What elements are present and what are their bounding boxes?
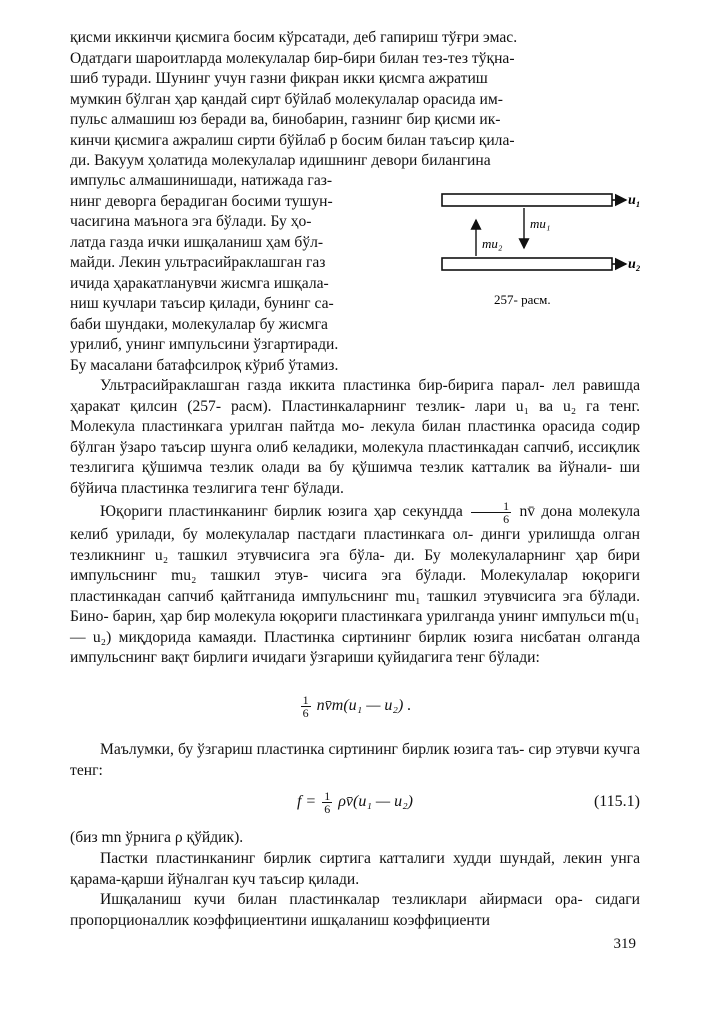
body-paragraph: Ультрасийраклашган газда иккита пластинка бир-бирига парал- лел равишда ҳаракат қилсин (257- расм). Пластинкаларнинг тезлик- лари u₁ ва u₂ га тенг. Молекула пластинкага урилган пайтда мо- лекула билан пластинка орасида содир бўлган ўзаро таъсир шунга олиб келадики, молекула пластинкадан сапчиб, иссиқлик тезлигига қўшимча тезлик олади ва бу қўшимча тезлик катталик ва йўнали- ши бўйича пластинка тезлигига тенг бўлади. — [70, 377, 640, 497]
text-span: молекула келиб урилади, бу молекулалар пастдаги пластинкага ол- динги урилишда олган тезликнинг u₂ ташкил этувчисига эга бўла- ди. Бу молекулаларнинг ҳар бири импульснинг mu₂ ташкил этув- чисига эга бўлади. Молекулалар юқориги пластинкадан сапчиб қайтганида импульснинг mu₁ ташкил этувчисига эга бўлади. Бино- барин, ҳар бир молекула юқориги пластинкага урилганда унинг импульси m(u₁ — u₂) миқдорида камаяди. Пластинка сиртининг бирлик юзига нисбатан олганда импульснинг вақт бирлиги ичидаги ўзгариши қуйидагига тенг бўлади: — [70, 503, 640, 666]
text-line: майди. Лекин ультрасийраклашган газ — [70, 254, 326, 271]
text-line: латда газда ички ишқаланиш ҳам бўл- — [70, 233, 324, 251]
text-line: мумкин бўлган ҳар қандай сирт бўйлаб молекулалар орасида им- — [70, 90, 503, 108]
u1-label: u₁ — [628, 193, 641, 208]
paragraph-3 — [70, 500, 640, 669]
plates-diagram — [428, 186, 643, 316]
fraction-numerator: 1 — [471, 500, 511, 513]
text-line: Бу масалани батафсилроқ кўриб ўтамиз. — [70, 356, 339, 374]
page-number: 319 — [613, 936, 636, 952]
text-line: қисми иккинчи қисмига босим кўрсатади, деб гапириш тўғри эмас. — [70, 29, 518, 46]
text-span: nv̄ дона — [519, 503, 573, 521]
mu1-label: mu₁ — [530, 216, 551, 231]
paragraph-4 — [70, 740, 640, 781]
fraction-denominator: 6 — [503, 512, 510, 526]
formula-body: ρv̄(u₁ — u₂) — [338, 793, 414, 811]
figure-257 — [428, 186, 643, 316]
text-line: баби шундаки, молекулалар бу жисмга — [70, 315, 328, 333]
text-line: ди. Вакуум ҳолатида молекулалар идишнинг девори билангина — [70, 152, 491, 169]
body-paragraph: Маълумки, бу ўзгариш пластинка сиртининг бирлик юзига таъ- сир этувчи кучга тенг: — [70, 741, 640, 779]
text-line: импульс алмашинишади, натижада газ- — [70, 172, 333, 189]
text-line: ниш кучлари таъсир қилади, бунинг са- — [70, 295, 334, 312]
text-line: нинг деворга берадиган босими тушун- — [70, 192, 333, 210]
figure-caption: 257- расм. — [494, 292, 551, 307]
u2-label: u₂ — [628, 257, 641, 272]
formula-body: nv̄m(u₁ — u₂) . — [316, 697, 412, 715]
text-line: часигина маънога эга бўлади. Бу ҳо- — [70, 213, 312, 230]
text-span: Юқориги пластинканинг бирлик юзига ҳар секундда — [100, 503, 463, 521]
body-paragraph: (биз mn ўрнига ρ қўйдик). — [70, 829, 244, 846]
lower-plate — [442, 258, 612, 270]
fraction-numerator: 1 — [302, 693, 309, 707]
fraction — [471, 500, 511, 525]
text-line: ичида ҳаракатланувчи жисмга ишқала- — [70, 274, 329, 292]
body-paragraph: Пастки пластинканинг бирлик сиртига катталиги худди шундай, лекин унга қарама-қарши йўналган куч таъсир қилади. — [70, 850, 640, 888]
text-line: шиб туради. Шунинг учун газни фикран икки қисмга ажратиш — [70, 70, 488, 87]
mu2-label: mu₂ — [482, 236, 503, 251]
fraction — [301, 694, 311, 719]
text-line: кинчи қисмига ажралиш сирти бўйлаб p босим билан таъсир қила- — [70, 131, 515, 149]
formula-2 — [70, 790, 640, 815]
equation-number: (115.1) — [593, 793, 640, 810]
body-paragraph: Ишқаланиш кучи билан пластинкалар тезликлари айирмаси ора- сидаги пропорционаллик коэффициентини ишқаланиш коэффициенти — [70, 891, 640, 929]
paragraph-5 — [70, 828, 640, 849]
body-paragraph — [70, 500, 640, 669]
fraction-denominator: 6 — [324, 802, 331, 816]
paragraph-7 — [70, 890, 640, 931]
top-paragraph-full — [70, 28, 640, 172]
fraction — [322, 790, 332, 815]
fraction-denominator: 6 — [302, 706, 309, 720]
top-paragraph-narrow — [70, 171, 415, 376]
text-line: пульс алмашиш юз беради ва, бинобарин, газнинг бир қисми ик- — [70, 111, 501, 128]
text-line: урилиб, унинг импульсини ўзгартиради. — [70, 336, 339, 353]
formula-1 — [70, 694, 640, 719]
formula-lhs: f = — [296, 793, 317, 811]
paragraph-2 — [70, 376, 640, 499]
text-line: Одатдаги шароитларда молекулалар бир-бири билан тез-тез тўқна- — [70, 49, 515, 67]
fraction-numerator: 1 — [324, 789, 331, 803]
paragraph-6 — [70, 849, 640, 890]
upper-plate — [442, 194, 612, 206]
